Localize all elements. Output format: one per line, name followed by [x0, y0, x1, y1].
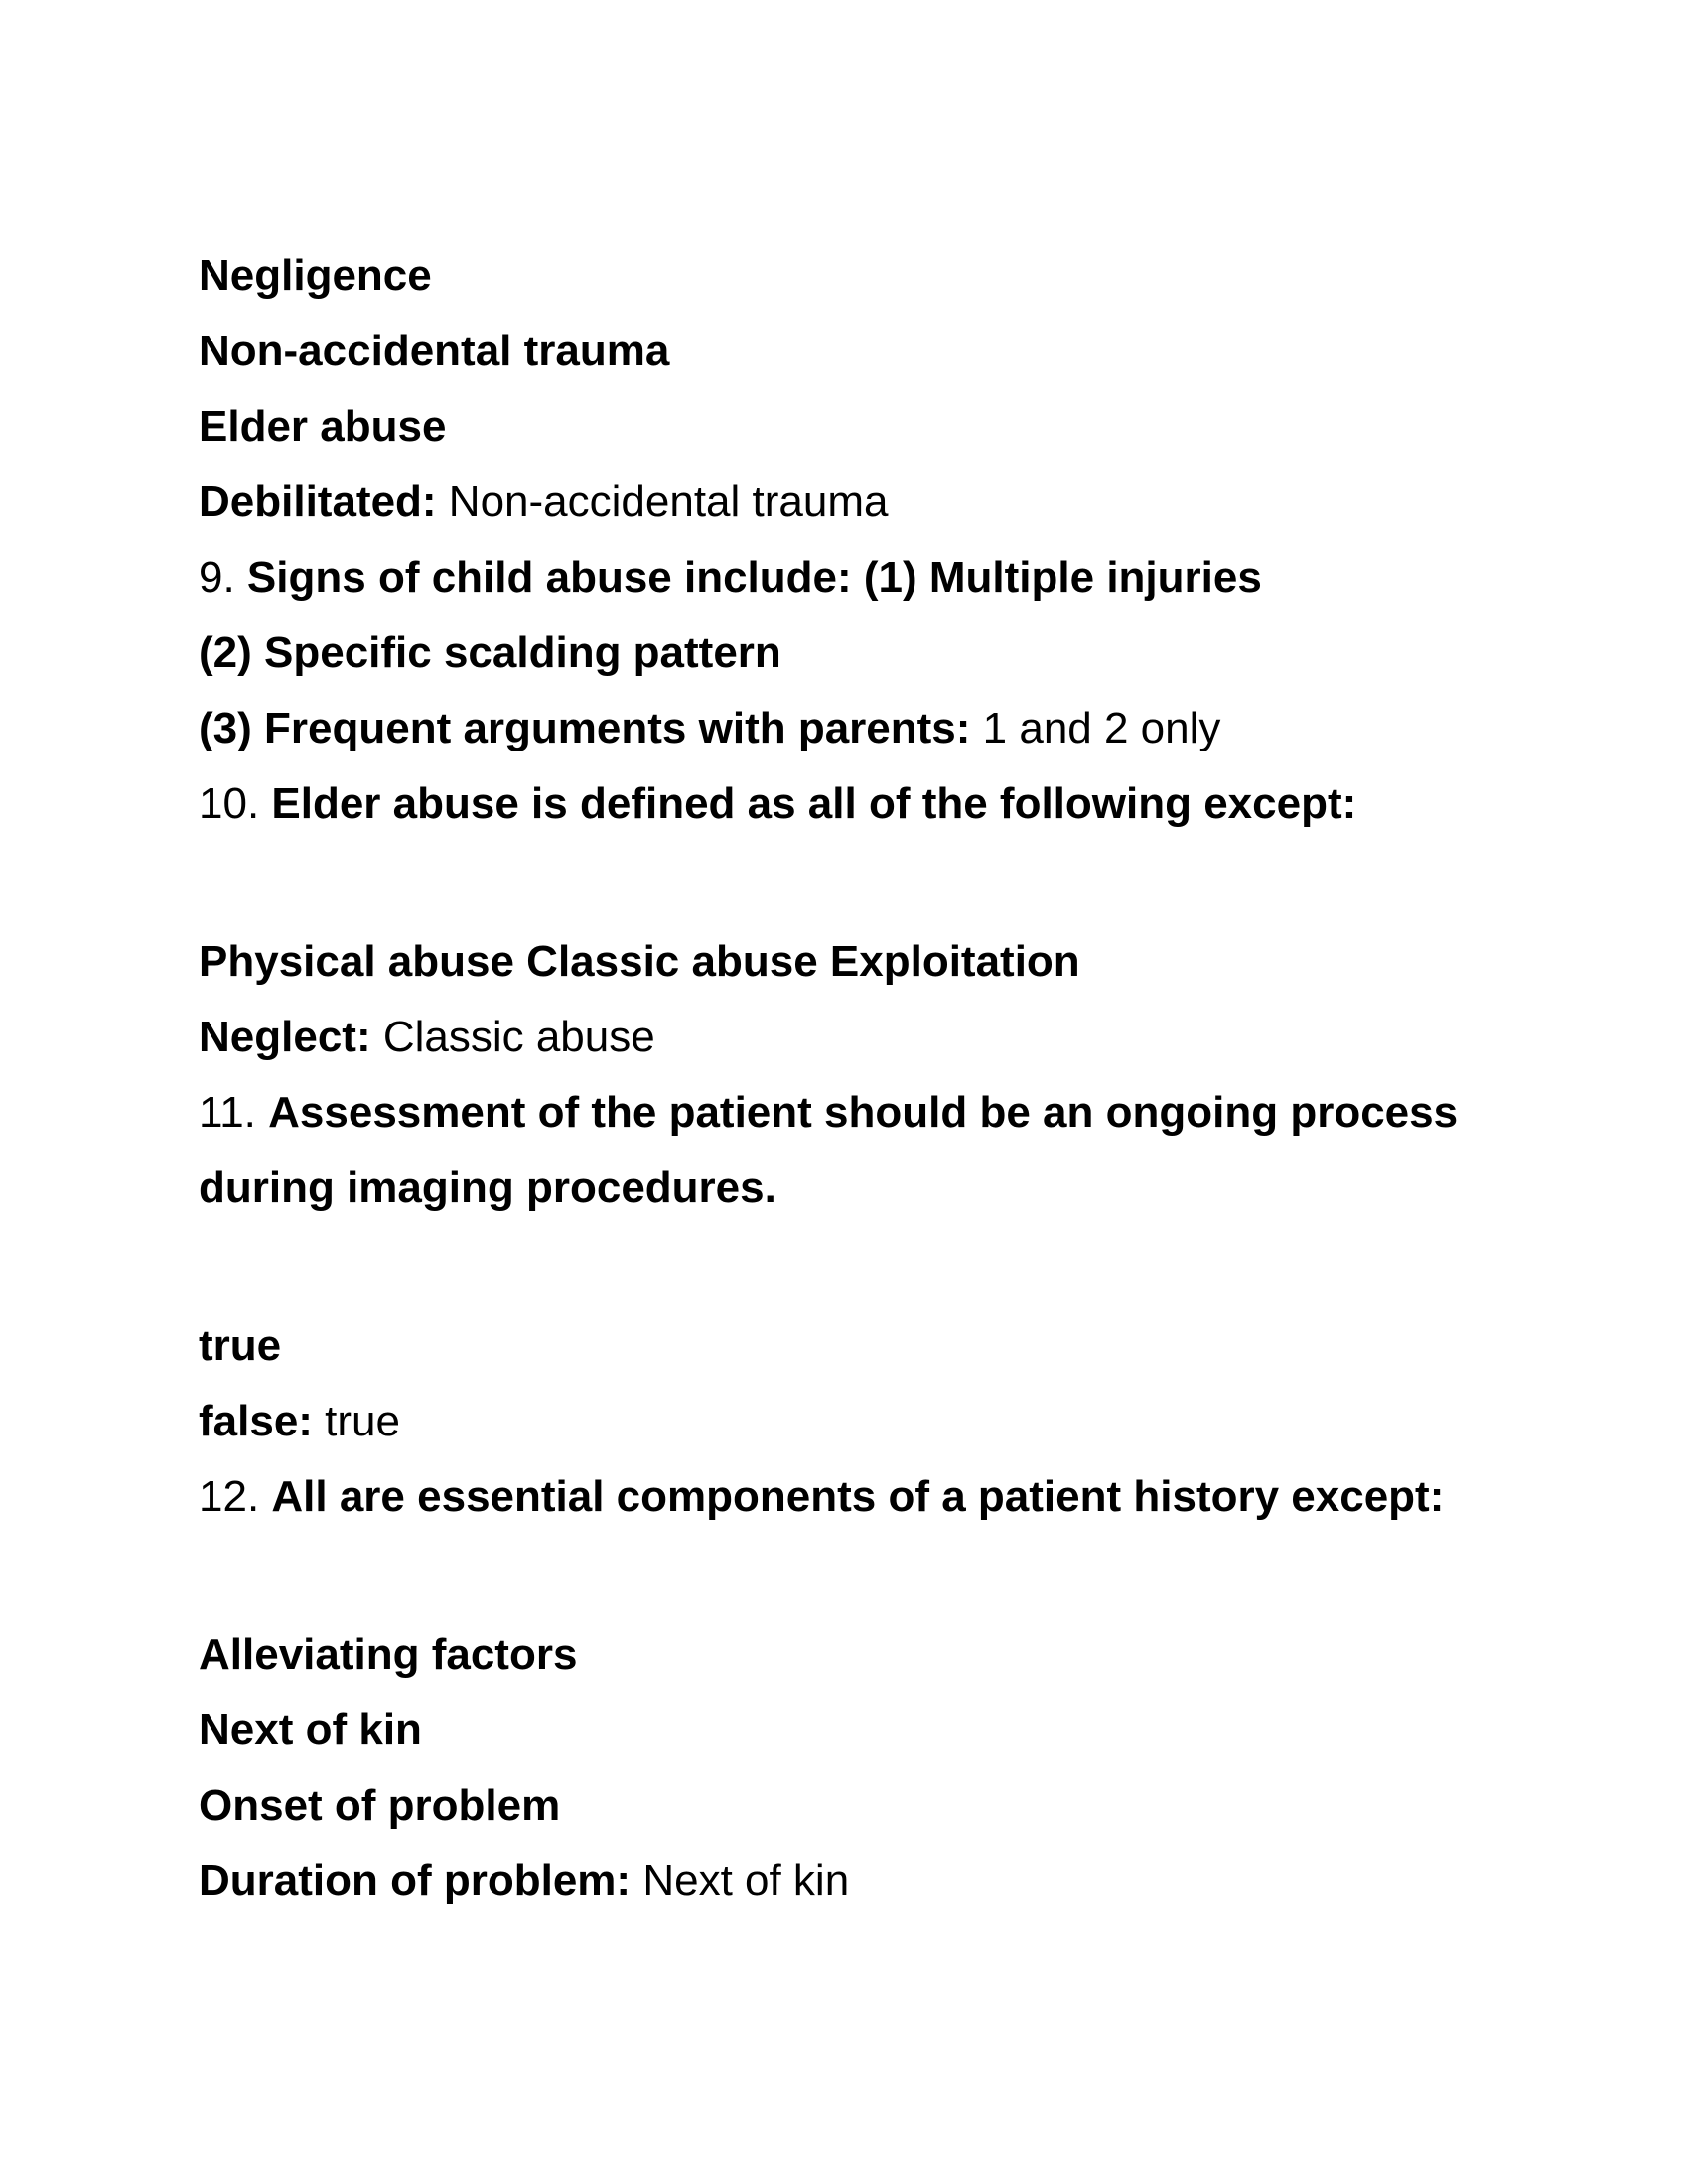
- option-text: Negligence: [199, 251, 432, 300]
- question-line-with-answer: [199, 691, 1589, 766]
- question-line: [199, 615, 1589, 691]
- question-12: [199, 1459, 1589, 1535]
- option-text: Onset of problem: [199, 1781, 561, 1830]
- option-text: Elder abuse: [199, 402, 447, 451]
- option-line: [199, 238, 1589, 314]
- option-line: [199, 1617, 1589, 1693]
- option-text: true: [199, 1321, 282, 1370]
- option-line: [199, 924, 1589, 1000]
- question-text: Signs of child abuse include: (1) Multiple injuries: [246, 553, 1262, 602]
- question-number: 10.: [199, 779, 272, 828]
- question-text: (2) Specific scalding pattern: [199, 628, 781, 677]
- question-line: [199, 1151, 1589, 1226]
- option-text: Neglect:: [199, 1013, 371, 1061]
- spacer: [199, 1535, 1589, 1617]
- option-text: Debilitated:: [199, 478, 437, 526]
- answer-text: Non-accidental trauma: [436, 478, 889, 526]
- option-line-with-answer: [199, 465, 1589, 540]
- question-text: All are essential components of a patient history except:: [271, 1472, 1445, 1521]
- spacer: [199, 1226, 1589, 1308]
- question-text: Assessment of the patient should be an ongoing process: [268, 1088, 1459, 1137]
- document-page: [199, 238, 1589, 1919]
- question-number: 11.: [199, 1088, 269, 1137]
- answer-text: 1 and 2 only: [970, 704, 1221, 752]
- option-line: [199, 314, 1589, 389]
- option-text: Non-accidental trauma: [199, 327, 670, 375]
- option-line-with-answer: [199, 1384, 1589, 1459]
- question-text: Elder abuse is defined as all of the following except:: [271, 779, 1357, 828]
- question-text: during imaging procedures.: [199, 1163, 776, 1212]
- question-11: [199, 1075, 1589, 1151]
- option-text: Next of kin: [199, 1706, 422, 1754]
- answer-text: true: [312, 1397, 400, 1445]
- question-number: 9.: [199, 553, 247, 602]
- question-number: 12.: [199, 1472, 272, 1521]
- question-text: (3) Frequent arguments with parents:: [199, 704, 971, 752]
- option-text: Physical abuse Classic abuse Exploitation: [199, 937, 1080, 986]
- question-9: [199, 540, 1589, 615]
- option-text: Duration of problem:: [199, 1856, 632, 1905]
- answer-text: Next of kin: [631, 1856, 850, 1905]
- option-line: [199, 1693, 1589, 1768]
- question-10: [199, 766, 1589, 842]
- option-line: [199, 1768, 1589, 1843]
- option-text: false:: [199, 1397, 313, 1445]
- option-line: [199, 1308, 1589, 1384]
- spacer: [199, 842, 1589, 924]
- option-text: Alleviating factors: [199, 1630, 578, 1679]
- option-line-with-answer: [199, 1843, 1589, 1919]
- option-line-with-answer: [199, 1000, 1589, 1075]
- answer-text: Classic abuse: [370, 1013, 655, 1061]
- option-line: [199, 389, 1589, 465]
